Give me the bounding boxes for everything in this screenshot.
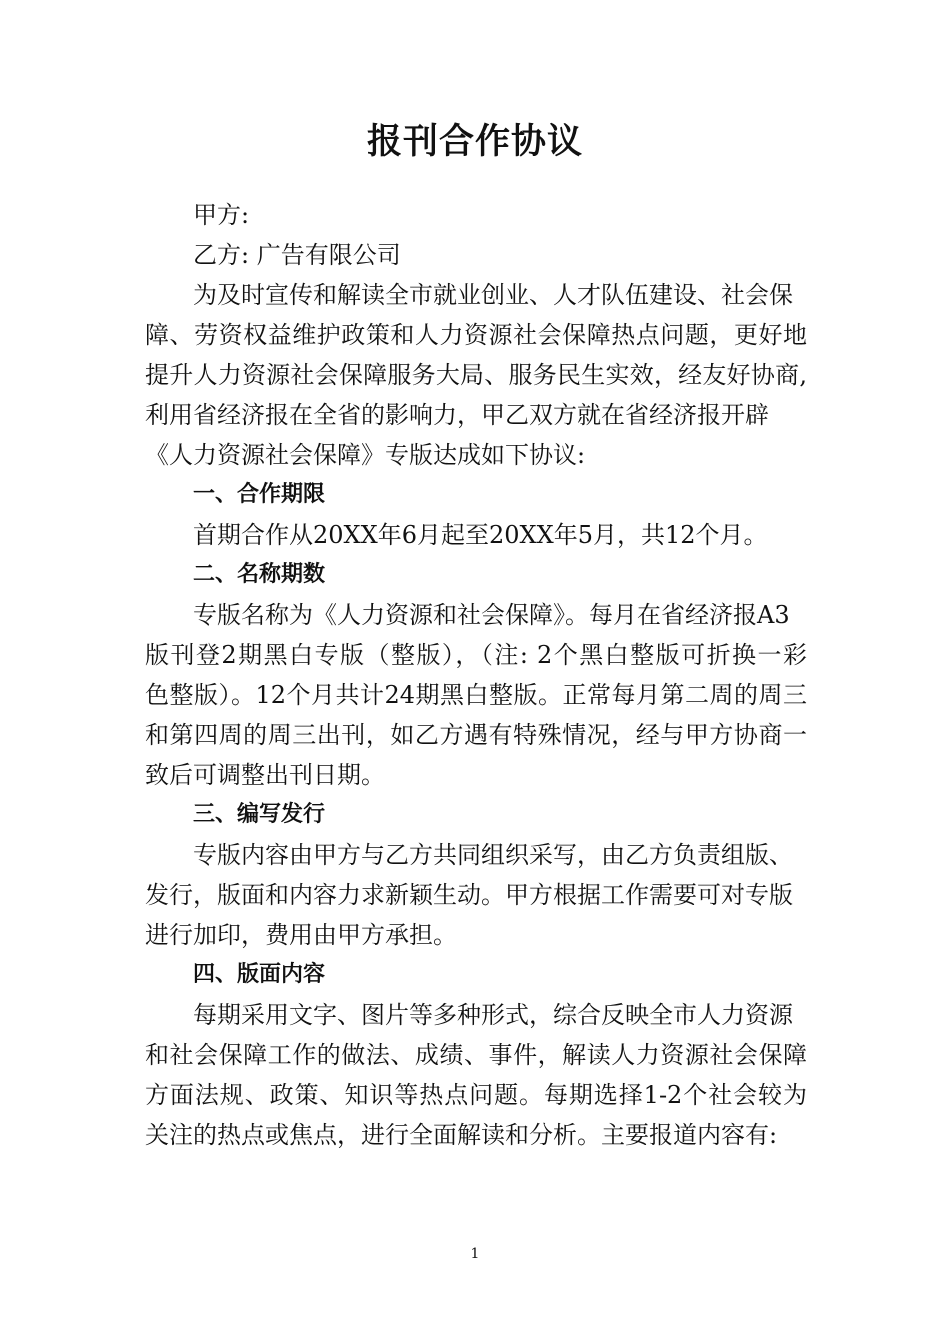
paragraph-line: 致后可调整出刊日期。 [145,761,385,789]
section-heading: 二、名称期数 [193,562,326,587]
document-title: 报刊合作协议 [366,122,583,162]
section-name-issues [145,555,807,795]
paragraph-line: 和第四周的周三出刊，如乙方遇有特殊情况，经与甲方协商一 [145,721,807,749]
paragraph-line: 进行加印，费用由甲方承担。 [145,921,457,949]
section-cooperation-period [145,475,807,555]
section-writing-distribution [145,795,807,955]
paragraph-line: 关注的热点或焦点，进行全面解读和分析。主要报道内容有: [145,1121,778,1149]
paragraph-line: 专版内容由甲方与乙方共同组织采写，由乙方负责组版、 [193,841,793,869]
paragraph-line: 提升人力资源社会保障服务大局、服务民生实效，经友好协商, [145,361,807,389]
paragraph-line: 每期采用文字、图片等多种形式，综合反映全市人力资源 [193,1001,793,1029]
party-a-line: 甲方: [193,201,250,229]
paragraph-line: 版刊登2期黑白专版（整版），（注: 2个黑白整版可折换一彩 [145,641,807,669]
paragraph-line: 和社会保障工作的做法、成绩、事件，解读人力资源社会保障 [145,1041,807,1069]
intro-paragraph [145,275,807,475]
paragraph-line: 专版名称为《人力资源和社会保障》。每月在省经济报A3 [193,601,790,629]
paragraph-line: 首期合作从20XX年6月起至20XX年5月，共12个月。 [193,521,768,549]
paragraph-line: 利用省经济报在全省的影响力，甲乙双方就在省经济报开辟 [145,401,769,429]
paragraph-line: 色整版）。12个月共计24期黑白整版。正常每月第二周的周三 [145,681,807,709]
section-heading: 一、合作期限 [193,482,326,507]
paragraph-line: 发行，版面和内容力求新颖生动。甲方根据工作需要可对专版 [145,881,793,909]
paragraph-line: 为及时宣传和解读全市就业创业、人才队伍建设、社会保 [193,281,793,309]
section-page-content [145,955,807,1155]
page-number: 1 [470,1246,480,1262]
party-b-line: 乙方: 广告有限公司 [193,241,401,269]
document-body [145,195,807,1155]
section-heading: 三、编写发行 [193,802,326,827]
paragraph-line: 方面法规、政策、知识等热点问题。每期选择1-2个社会较为 [145,1081,807,1109]
paragraph-line: 障、劳资权益维护政策和人力资源社会保障热点问题，更好地 [145,321,807,349]
paragraph-line: 《人力资源社会保障》专版达成如下协议: [145,441,586,469]
section-heading: 四、版面内容 [193,962,326,987]
